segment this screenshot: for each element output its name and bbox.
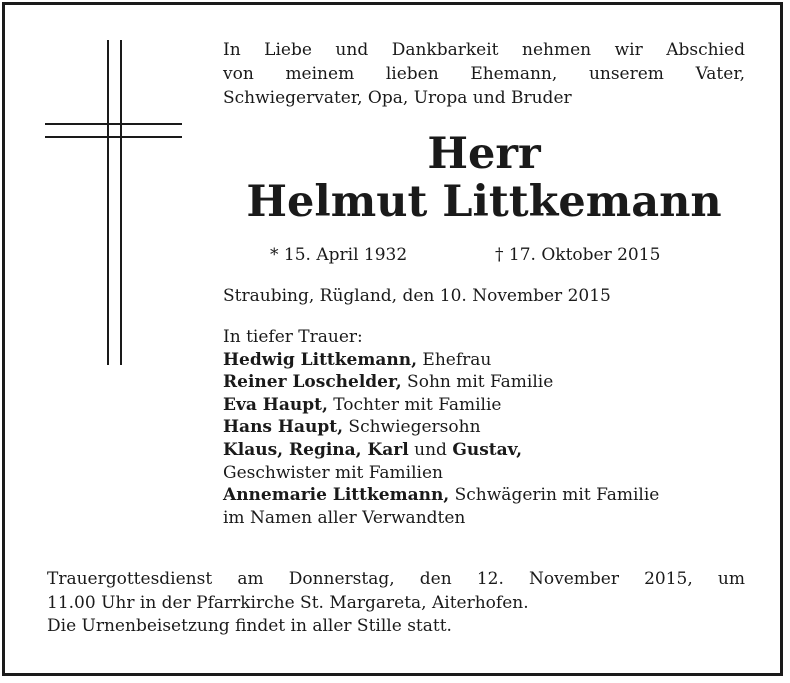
mourner-name: Reiner Loschelder, [223,372,402,393]
deceased-name: Helmut Littkemann [246,177,722,227]
intro-line: Schwiegervater, Opa, Uropa und Bruder [223,88,572,108]
mourner-name: Hedwig Littkemann, [223,349,418,370]
place-date: Straubing, Rügland, den 10. November 2015 [223,286,611,306]
intro-line: von meinem lieben Ehemann, unserem Vater, [223,64,745,84]
mourner-relation: Sohn mit Familie [401,372,554,393]
mourner-name: Annemarie Littkemann, [223,485,450,506]
mourner-relation: Tochter mit Familie [327,394,502,415]
mourners-list [223,326,753,529]
mourner-name: Gustav, [452,439,523,460]
mourner-names: Klaus, Regina, Karl [223,439,409,460]
deceased-name-block [223,130,745,226]
intro-text [223,38,745,110]
mourner-name: Eva Haupt, [223,394,328,415]
mourner-row [223,439,753,462]
mourning-closing: im Namen aller Verwandten [223,507,466,528]
service-line: Die Urnenbeisetzung findet in aller Stille statt. [47,616,452,636]
birth-date: * 15. April 1932 [270,245,408,265]
service-line: 11.00 Uhr in der Pfarrkirche St. Margareta, Aiterhofen. [47,592,529,613]
mourner-relation: Ehefrau [417,349,492,370]
deceased-title: Herr [427,129,541,179]
death-date: † 17. Oktober 2015 [495,245,661,265]
mourner-relation: Schwiegersohn [343,417,481,438]
mourner-name: Hans Haupt, [223,417,344,438]
mourner-row [223,349,753,372]
mourner-row [223,484,753,507]
mourner-row [223,394,753,417]
mourning-heading: In tiefer Trauer: [223,327,363,347]
mourner-row [223,416,753,439]
mourner-row [223,371,753,394]
service-info [47,568,745,639]
mourner-relation-line: Geschwister mit Familien [223,462,443,483]
intro-line: In Liebe und Dankbarkeit nehmen wir Abschied [223,40,745,60]
mourner-conjunction: und [408,439,453,460]
mourner-relation: Schwägerin mit Familie [449,485,660,506]
service-line: Trauergottesdienst am Donnerstag, den 12. November 2015, um [47,569,745,589]
cross-icon [0,0,200,380]
